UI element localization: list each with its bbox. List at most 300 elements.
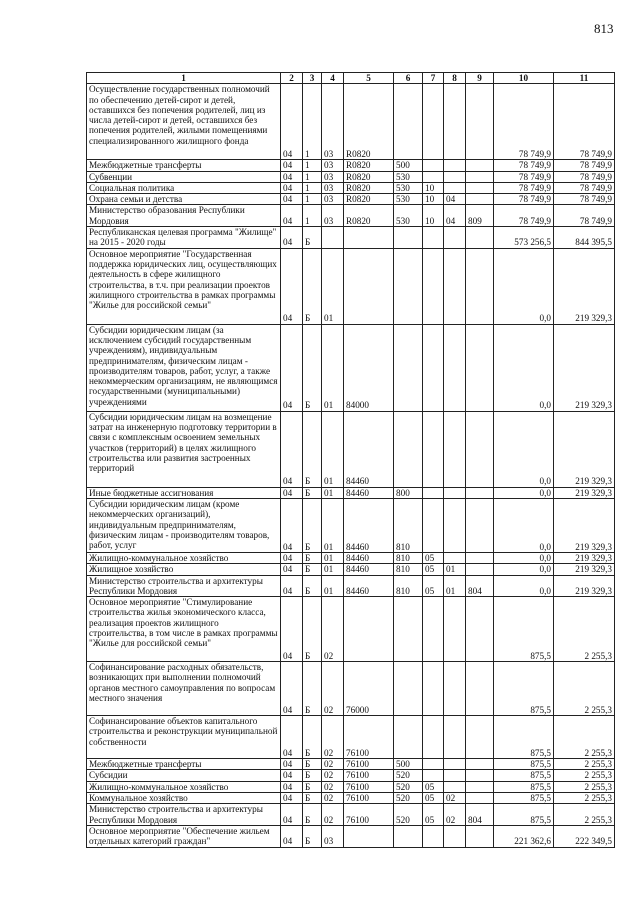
amount-cell: 219 329,3 (554, 498, 615, 552)
table-row (87, 804, 615, 826)
code-cell: 10 (423, 205, 444, 227)
code-cell: Б (303, 487, 322, 498)
amount-cell: 219 329,3 (554, 411, 615, 487)
amount-cell: 219 329,3 (554, 324, 615, 411)
row-name-cell: Основное мероприятие "Обеспечение жильем отдельных категорий граждан" (87, 825, 281, 847)
amount-cell: 78 749,9 (494, 84, 554, 160)
code-cell: Б (303, 227, 322, 249)
code-cell: 03 (322, 825, 344, 847)
header-cell: 11 (554, 73, 615, 84)
code-cell: 84460 (344, 575, 394, 597)
code-cell: Б (303, 564, 322, 575)
code-cell: 804 (466, 575, 494, 597)
code-cell (423, 160, 444, 171)
code-cell (322, 227, 344, 249)
code-cell: 04 (281, 804, 303, 826)
code-cell: 05 (423, 552, 444, 563)
code-cell: Б (303, 324, 322, 411)
row-name-cell: Субсидии юридическим лицам (кроме некоммерческих организаций), индивидуальным предпринимателям, физическим лицам - производителям товаров, работ, услуг (87, 498, 281, 552)
amount-cell: 78 749,9 (494, 205, 554, 227)
code-cell: 02 (322, 793, 344, 804)
amount-cell: 219 329,3 (554, 564, 615, 575)
amount-cell: 222 349,5 (554, 825, 615, 847)
code-cell: 500 (394, 759, 423, 770)
code-cell (344, 227, 394, 249)
row-name-cell: Республиканская целевая программа "Жилище" на 2015 - 2020 годы (87, 227, 281, 249)
amount-cell: 2 255,3 (554, 759, 615, 770)
code-cell: 04 (281, 662, 303, 716)
code-cell: 02 (322, 759, 344, 770)
code-cell (466, 487, 494, 498)
code-cell: 520 (394, 793, 423, 804)
code-cell: 04 (281, 487, 303, 498)
code-cell: R0820 (344, 205, 394, 227)
amount-cell: 573 256,5 (494, 227, 554, 249)
code-cell (423, 248, 444, 324)
code-cell: 01 (322, 564, 344, 575)
amount-cell: 2 255,3 (554, 770, 615, 781)
code-cell: R0820 (344, 84, 394, 160)
amount-cell: 78 749,9 (554, 160, 615, 171)
code-cell: 01 (322, 248, 344, 324)
code-cell: 1 (303, 171, 322, 182)
code-cell (423, 716, 444, 759)
code-cell (444, 487, 466, 498)
row-name-cell: Министерство строительства и архитектуры Республики Мордовия (87, 804, 281, 826)
code-cell: 810 (394, 552, 423, 563)
table-row (87, 498, 615, 552)
code-cell: 76100 (344, 716, 394, 759)
code-cell: 04 (444, 194, 466, 205)
code-cell: 520 (394, 770, 423, 781)
code-cell: 02 (322, 804, 344, 826)
amount-cell: 78 749,9 (554, 205, 615, 227)
amount-cell: 78 749,9 (494, 160, 554, 171)
row-name-cell: Социальная политика (87, 182, 281, 193)
code-cell: 500 (394, 160, 423, 171)
code-cell (466, 84, 494, 160)
code-cell (423, 227, 444, 249)
amount-cell: 875,5 (494, 793, 554, 804)
amount-cell: 219 329,3 (554, 487, 615, 498)
code-cell (394, 716, 423, 759)
row-name-cell: Межбюджетные трансферты (87, 759, 281, 770)
code-cell: 04 (281, 227, 303, 249)
code-cell: Б (303, 575, 322, 597)
row-name-cell: Жилищно-коммунальное хозяйство (87, 781, 281, 792)
code-cell: 1 (303, 205, 322, 227)
code-cell: 05 (423, 564, 444, 575)
code-cell (394, 248, 423, 324)
code-cell (466, 160, 494, 171)
code-cell (394, 324, 423, 411)
code-cell (444, 716, 466, 759)
code-cell (444, 84, 466, 160)
code-cell (466, 227, 494, 249)
code-cell (394, 597, 423, 662)
code-cell: 04 (281, 84, 303, 160)
code-cell: 02 (322, 716, 344, 759)
code-cell: 804 (466, 804, 494, 826)
row-name-cell: Софинансирование объектов капитального строительства и реконструкции муниципальной собственности (87, 716, 281, 759)
code-cell: 1 (303, 194, 322, 205)
code-cell: 530 (394, 205, 423, 227)
amount-cell: 0,0 (494, 575, 554, 597)
table-row (87, 716, 615, 759)
code-cell: 810 (394, 564, 423, 575)
code-cell: 03 (322, 182, 344, 193)
amount-cell: 0,0 (494, 324, 554, 411)
code-cell (444, 770, 466, 781)
code-cell: 809 (466, 205, 494, 227)
code-cell (344, 597, 394, 662)
code-cell: 04 (281, 194, 303, 205)
header-cell: 4 (322, 73, 344, 84)
table-row (87, 205, 615, 227)
amount-cell: 78 749,9 (494, 194, 554, 205)
code-cell (466, 759, 494, 770)
amount-cell: 78 749,9 (554, 182, 615, 193)
code-cell: 01 (322, 324, 344, 411)
code-cell: 01 (322, 487, 344, 498)
row-name-cell: Субсидии (87, 770, 281, 781)
code-cell: Б (303, 759, 322, 770)
code-cell: 84460 (344, 487, 394, 498)
code-cell: 03 (322, 171, 344, 182)
code-cell (394, 227, 423, 249)
code-cell (444, 597, 466, 662)
table-header-row (87, 73, 615, 84)
code-cell: R0820 (344, 194, 394, 205)
header-cell: 2 (281, 73, 303, 84)
table-row (87, 793, 615, 804)
code-cell: 01 (444, 564, 466, 575)
amount-cell: 2 255,3 (554, 804, 615, 826)
code-cell: 76100 (344, 804, 394, 826)
header-cell: 6 (394, 73, 423, 84)
code-cell: 04 (281, 759, 303, 770)
table-row (87, 662, 615, 716)
amount-cell: 0,0 (494, 487, 554, 498)
table-row (87, 552, 615, 563)
code-cell: Б (303, 716, 322, 759)
code-cell: 04 (281, 575, 303, 597)
code-cell: 04 (281, 171, 303, 182)
code-cell: 02 (322, 597, 344, 662)
code-cell: 05 (423, 804, 444, 826)
row-name-cell: Министерство образования Республики Мордовия (87, 205, 281, 227)
table-row (87, 171, 615, 182)
code-cell: 04 (281, 248, 303, 324)
table-row (87, 84, 615, 160)
code-cell: 04 (281, 324, 303, 411)
code-cell (466, 564, 494, 575)
table-row (87, 575, 615, 597)
code-cell (423, 597, 444, 662)
code-cell: 01 (322, 575, 344, 597)
code-cell (466, 793, 494, 804)
code-cell (423, 770, 444, 781)
row-name-cell: Коммунальное хозяйство (87, 793, 281, 804)
code-cell: 04 (281, 498, 303, 552)
row-name-cell: Основное мероприятие "Государственная поддержка юридических лиц, осуществляющих деятельность в сфере жилищного строительства, в т.ч. при реализации проектов жилищного строительства в рамках программы "Жилье для российской семьи" (87, 248, 281, 324)
code-cell: 01 (322, 411, 344, 487)
code-cell (444, 825, 466, 847)
table-row (87, 759, 615, 770)
header-cell: 8 (444, 73, 466, 84)
table-row (87, 160, 615, 171)
code-cell: Б (303, 662, 322, 716)
code-cell: 530 (394, 182, 423, 193)
code-cell: Б (303, 770, 322, 781)
code-cell: 01 (444, 575, 466, 597)
amount-cell: 0,0 (494, 411, 554, 487)
code-cell: 05 (423, 781, 444, 792)
amount-cell: 0,0 (494, 552, 554, 563)
amount-cell: 78 749,9 (554, 171, 615, 182)
code-cell (344, 825, 394, 847)
code-cell: 04 (281, 597, 303, 662)
code-cell: 04 (281, 716, 303, 759)
code-cell: 76100 (344, 770, 394, 781)
amount-cell: 2 255,3 (554, 781, 615, 792)
row-name-cell: Жилищно-коммунальное хозяйство (87, 552, 281, 563)
code-cell (394, 411, 423, 487)
row-name-cell: Софинансирование расходных обязательств, возникающих при выполнении полномочий органов местного самоуправления по вопросам местного значения (87, 662, 281, 716)
amount-cell: 0,0 (494, 248, 554, 324)
code-cell (423, 825, 444, 847)
code-cell (444, 182, 466, 193)
table-row (87, 182, 615, 193)
budget-table (86, 72, 615, 848)
code-cell: 1 (303, 160, 322, 171)
row-name-cell: Охрана семьи и детства (87, 194, 281, 205)
code-cell: 84460 (344, 411, 394, 487)
code-cell (466, 781, 494, 792)
code-cell: 520 (394, 804, 423, 826)
code-cell (444, 662, 466, 716)
code-cell: 02 (322, 770, 344, 781)
table-row (87, 597, 615, 662)
code-cell (466, 597, 494, 662)
row-name-cell: Субсидии юридическим лицам на возмещение затрат на инженерную подготовку территории в связи с комплексным освоением земельных участков (территорий) в целях жилищного строительства или развития застроенных территорий (87, 411, 281, 487)
code-cell: 04 (281, 564, 303, 575)
code-cell (394, 662, 423, 716)
code-cell: Б (303, 498, 322, 552)
code-cell: 76100 (344, 781, 394, 792)
table-row (87, 324, 615, 411)
code-cell (423, 171, 444, 182)
code-cell (466, 182, 494, 193)
code-cell: 76100 (344, 793, 394, 804)
code-cell (444, 552, 466, 563)
code-cell (466, 770, 494, 781)
code-cell (466, 248, 494, 324)
amount-cell: 844 395,5 (554, 227, 615, 249)
code-cell (466, 552, 494, 563)
header-cell: 3 (303, 73, 322, 84)
code-cell: 10 (423, 182, 444, 193)
code-cell (466, 194, 494, 205)
row-name-cell: Министерство строительства и архитектуры Республики Мордовия (87, 575, 281, 597)
code-cell: 810 (394, 575, 423, 597)
code-cell: 04 (281, 205, 303, 227)
table-row (87, 487, 615, 498)
code-cell: 84460 (344, 498, 394, 552)
code-cell (466, 171, 494, 182)
code-cell: 03 (322, 160, 344, 171)
code-cell: 02 (322, 662, 344, 716)
code-cell (444, 160, 466, 171)
code-cell (466, 716, 494, 759)
amount-cell: 0,0 (494, 564, 554, 575)
code-cell (466, 324, 494, 411)
code-cell: 810 (394, 498, 423, 552)
code-cell: 800 (394, 487, 423, 498)
code-cell (444, 759, 466, 770)
code-cell: Б (303, 793, 322, 804)
row-name-cell: Иные бюджетные ассигнования (87, 487, 281, 498)
amount-cell: 78 749,9 (494, 182, 554, 193)
code-cell: Б (303, 411, 322, 487)
code-cell (423, 498, 444, 552)
code-cell: 02 (444, 793, 466, 804)
code-cell (444, 324, 466, 411)
code-cell: Б (303, 248, 322, 324)
code-cell (444, 781, 466, 792)
code-cell: 02 (444, 804, 466, 826)
code-cell: 1 (303, 182, 322, 193)
code-cell: 04 (281, 552, 303, 563)
code-cell (423, 759, 444, 770)
row-name-cell: Осуществление государственных полномочий по обеспечению детей-сирот и детей, оставшихся без попечения родителей, лиц из числа детей-сирот и детей, оставшихся без попечения родителей, жилыми помещениями специализированного жилищного фонда (87, 84, 281, 160)
code-cell: 1 (303, 84, 322, 160)
table-row (87, 248, 615, 324)
amount-cell: 875,5 (494, 770, 554, 781)
code-cell (423, 662, 444, 716)
amount-cell: 221 362,6 (494, 825, 554, 847)
page-number: 813 (594, 21, 614, 36)
amount-cell: 2 255,3 (554, 662, 615, 716)
code-cell: Б (303, 781, 322, 792)
header-cell: 7 (423, 73, 444, 84)
header-cell: 10 (494, 73, 554, 84)
code-cell (344, 248, 394, 324)
code-cell: Б (303, 825, 322, 847)
amount-cell: 875,5 (494, 662, 554, 716)
code-cell: 03 (322, 84, 344, 160)
code-cell: 01 (322, 552, 344, 563)
row-name-cell: Межбюджетные трансферты (87, 160, 281, 171)
table-row (87, 825, 615, 847)
amount-cell: 78 749,9 (494, 171, 554, 182)
code-cell (466, 411, 494, 487)
code-cell: Б (303, 804, 322, 826)
code-cell: 03 (322, 205, 344, 227)
code-cell: 04 (281, 411, 303, 487)
code-cell: 10 (423, 194, 444, 205)
code-cell (444, 498, 466, 552)
amount-cell: 875,5 (494, 597, 554, 662)
amount-cell: 875,5 (494, 716, 554, 759)
amount-cell: 875,5 (494, 804, 554, 826)
table-row (87, 411, 615, 487)
amount-cell: 78 749,9 (554, 84, 615, 160)
code-cell: 76100 (344, 759, 394, 770)
amount-cell: 219 329,3 (554, 552, 615, 563)
amount-cell: 2 255,3 (554, 793, 615, 804)
amount-cell: 78 749,9 (554, 194, 615, 205)
code-cell: 01 (322, 498, 344, 552)
header-cell: 9 (466, 73, 494, 84)
code-cell (444, 227, 466, 249)
code-cell: 05 (423, 575, 444, 597)
code-cell: 84460 (344, 564, 394, 575)
code-cell: 520 (394, 781, 423, 792)
code-cell (423, 411, 444, 487)
code-cell: 04 (281, 160, 303, 171)
code-cell: R0820 (344, 171, 394, 182)
row-name-cell: Субвенции (87, 171, 281, 182)
code-cell: 05 (423, 793, 444, 804)
row-name-cell: Основное мероприятие "Стимулирование строительства жилья экономического класса, реализация проектов жилищного строительства, в том числе в рамках программы "Жилье для российской семьи" (87, 597, 281, 662)
table-row (87, 770, 615, 781)
code-cell: Б (303, 597, 322, 662)
table-row (87, 227, 615, 249)
row-name-cell: Жилищное хозяйство (87, 564, 281, 575)
code-cell: 530 (394, 194, 423, 205)
code-cell (466, 825, 494, 847)
header-cell: 5 (344, 73, 394, 84)
amount-cell: 219 329,3 (554, 575, 615, 597)
code-cell (423, 487, 444, 498)
code-cell: R0820 (344, 160, 394, 171)
code-cell (394, 825, 423, 847)
amount-cell: 219 329,3 (554, 248, 615, 324)
code-cell (466, 662, 494, 716)
code-cell (394, 84, 423, 160)
amount-cell: 2 255,3 (554, 716, 615, 759)
code-cell: R0820 (344, 182, 394, 193)
code-cell: 04 (281, 770, 303, 781)
code-cell: 530 (394, 171, 423, 182)
code-cell (423, 324, 444, 411)
code-cell: 02 (322, 781, 344, 792)
code-cell: 04 (281, 793, 303, 804)
header-cell: 1 (87, 73, 281, 84)
table-row (87, 781, 615, 792)
amount-cell: 0,0 (494, 498, 554, 552)
code-cell (423, 84, 444, 160)
code-cell: Б (303, 552, 322, 563)
code-cell (466, 498, 494, 552)
amount-cell: 2 255,3 (554, 597, 615, 662)
code-cell: 04 (444, 205, 466, 227)
code-cell: 84000 (344, 324, 394, 411)
table-row (87, 194, 615, 205)
amount-cell: 875,5 (494, 781, 554, 792)
code-cell: 03 (322, 194, 344, 205)
row-name-cell: Субсидии юридическим лицам (за исключением субсидий государственным учреждениям), индивидуальным предпринимателям, физическим лицам - производителям товаров, работ, услуг, а также некоммерческим организациям, не являющимся государственными (муниципальными) учреждениями (87, 324, 281, 411)
code-cell (444, 411, 466, 487)
code-cell: 76000 (344, 662, 394, 716)
code-cell (444, 171, 466, 182)
table-row (87, 564, 615, 575)
code-cell: 04 (281, 781, 303, 792)
amount-cell: 875,5 (494, 759, 554, 770)
code-cell: 04 (281, 182, 303, 193)
code-cell: 04 (281, 825, 303, 847)
